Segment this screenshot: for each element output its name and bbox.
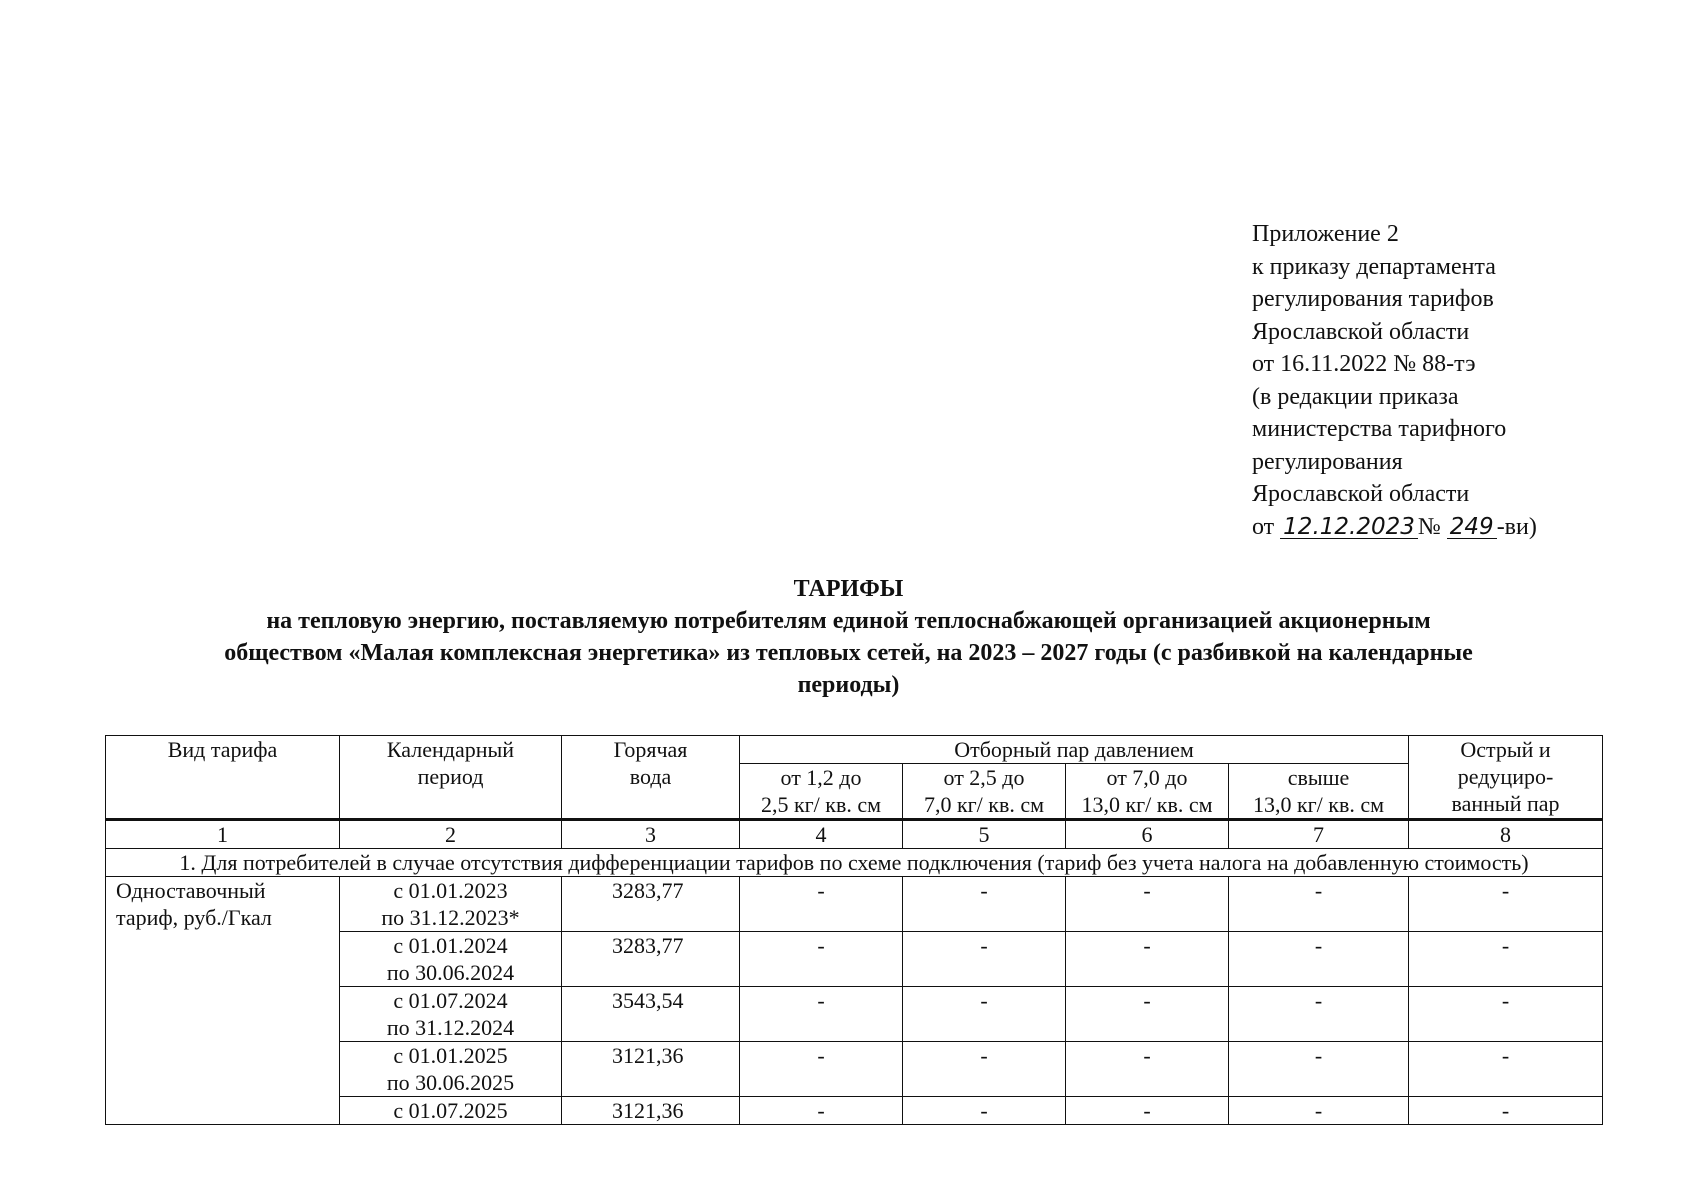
hot-water-cell: 3283,77 — [562, 932, 740, 987]
hot-water-cell: 3121,36 — [562, 1097, 740, 1125]
annex-block — [1252, 218, 1652, 543]
annex-line: Ярославской области — [1252, 481, 1470, 507]
col-number: 3 — [562, 820, 740, 849]
steam-3-cell: - — [1066, 877, 1229, 932]
annex-line: (в редакции приказа — [1252, 383, 1459, 410]
steam-1-cell: - — [740, 877, 903, 932]
tariff-table — [105, 735, 1603, 1125]
sharp-steam-cell: - — [1409, 987, 1603, 1042]
steam-1-cell: - — [740, 1097, 903, 1125]
header-hot-water: Горячая вода — [562, 736, 740, 820]
annex-line: от 16.11.2022 № 88-тэ — [1252, 351, 1476, 377]
handwritten-date: 12.12.2023 — [1280, 516, 1418, 539]
header-sharp-steam: Острый и редуциро- ванный пар — [1409, 736, 1603, 820]
steam-2-cell: - — [903, 987, 1066, 1042]
section-heading: 1. Для потребителей в случае отсутствия дифференциации тарифов по схеме подключения (тариф без учета налога на добавленную стоимость) — [106, 849, 1603, 877]
section-row — [106, 849, 1603, 877]
col-number: 2 — [340, 820, 562, 849]
steam-4-cell: - — [1229, 932, 1409, 987]
col-number: 5 — [903, 820, 1066, 849]
steam-4-cell: - — [1229, 987, 1409, 1042]
annex-line: Ярославской области — [1252, 318, 1470, 345]
col-number: 6 — [1066, 820, 1229, 849]
hot-water-cell: 3121,36 — [562, 1042, 740, 1097]
steam-2-cell: - — [903, 1097, 1066, 1125]
number-sign: № — [1417, 513, 1441, 540]
title-main: ТАРИФЫ — [793, 576, 904, 602]
steam-2-cell: - — [903, 932, 1066, 987]
steam-1-cell: - — [740, 1042, 903, 1097]
header-steam-group: Отборный пар давлением — [740, 736, 1409, 764]
title-line: обществом «Малая комплексная энергетика» из тепловых сетей, на 2023 – 2027 годы (с разбивкой на календарные — [224, 640, 1473, 666]
header-steam-3: от 7,0 до 13,0 кг/ кв. см — [1066, 764, 1229, 820]
col-number: 1 — [106, 820, 340, 849]
column-number-row — [106, 820, 1603, 849]
steam-1-cell: - — [740, 987, 903, 1042]
sharp-steam-cell: - — [1409, 1042, 1603, 1097]
annex-line: регулирования — [1252, 448, 1403, 475]
annex-line: регулирования тарифов — [1252, 286, 1494, 312]
table-row — [106, 877, 1603, 932]
header-period: Календарный период — [340, 736, 562, 820]
document-title — [100, 573, 1597, 701]
period-cell: с 01.01.2024 по 30.06.2024 — [340, 932, 562, 987]
header-tariff-type: Вид тарифа — [106, 736, 340, 820]
title-line: периоды) — [797, 672, 900, 698]
annex-last-line — [1252, 511, 1652, 544]
steam-4-cell: - — [1229, 1042, 1409, 1097]
steam-3-cell: - — [1066, 1097, 1229, 1125]
steam-3-cell: - — [1066, 1042, 1229, 1097]
title-line: на тепловую энергию, поставляемую потребителям единой теплоснабжающей организацией акционерным — [266, 608, 1431, 634]
header-steam-2: от 2,5 до 7,0 кг/ кв. см — [903, 764, 1066, 820]
steam-2-cell: - — [903, 877, 1066, 932]
tariff-type-cell: Одноставочный тариф, руб./Гкал — [106, 877, 340, 1125]
col-number: 7 — [1229, 820, 1409, 849]
period-cell: с 01.07.2025 — [340, 1097, 562, 1125]
steam-4-cell: - — [1229, 877, 1409, 932]
sharp-steam-cell: - — [1409, 932, 1603, 987]
steam-2-cell: - — [903, 1042, 1066, 1097]
period-cell: с 01.01.2025 по 30.06.2025 — [340, 1042, 562, 1097]
period-cell: с 01.07.2024 по 31.12.2024 — [340, 987, 562, 1042]
header-row — [106, 736, 1603, 764]
hot-water-cell: 3543,54 — [562, 987, 740, 1042]
steam-3-cell: - — [1066, 932, 1229, 987]
annex-line: Приложение 2 — [1252, 221, 1399, 247]
col-number: 4 — [740, 820, 903, 849]
period-cell: с 01.01.2023 по 31.12.2023* — [340, 877, 562, 932]
header-steam-4: свыше 13,0 кг/ кв. см — [1229, 764, 1409, 820]
col-number: 8 — [1409, 820, 1603, 849]
hot-water-cell: 3283,77 — [562, 877, 740, 932]
steam-3-cell: - — [1066, 987, 1229, 1042]
annex-prefix: от — [1252, 513, 1275, 540]
annex-line: министерства тарифного — [1252, 416, 1507, 442]
steam-1-cell: - — [740, 932, 903, 987]
header-steam-1: от 1,2 до 2,5 кг/ кв. см — [740, 764, 903, 820]
handwritten-number: 249 — [1447, 516, 1497, 539]
annex-suffix: -ви) — [1496, 513, 1537, 540]
sharp-steam-cell: - — [1409, 877, 1603, 932]
steam-4-cell: - — [1229, 1097, 1409, 1125]
sharp-steam-cell: - — [1409, 1097, 1603, 1125]
annex-line: к приказу департамента — [1252, 253, 1496, 280]
